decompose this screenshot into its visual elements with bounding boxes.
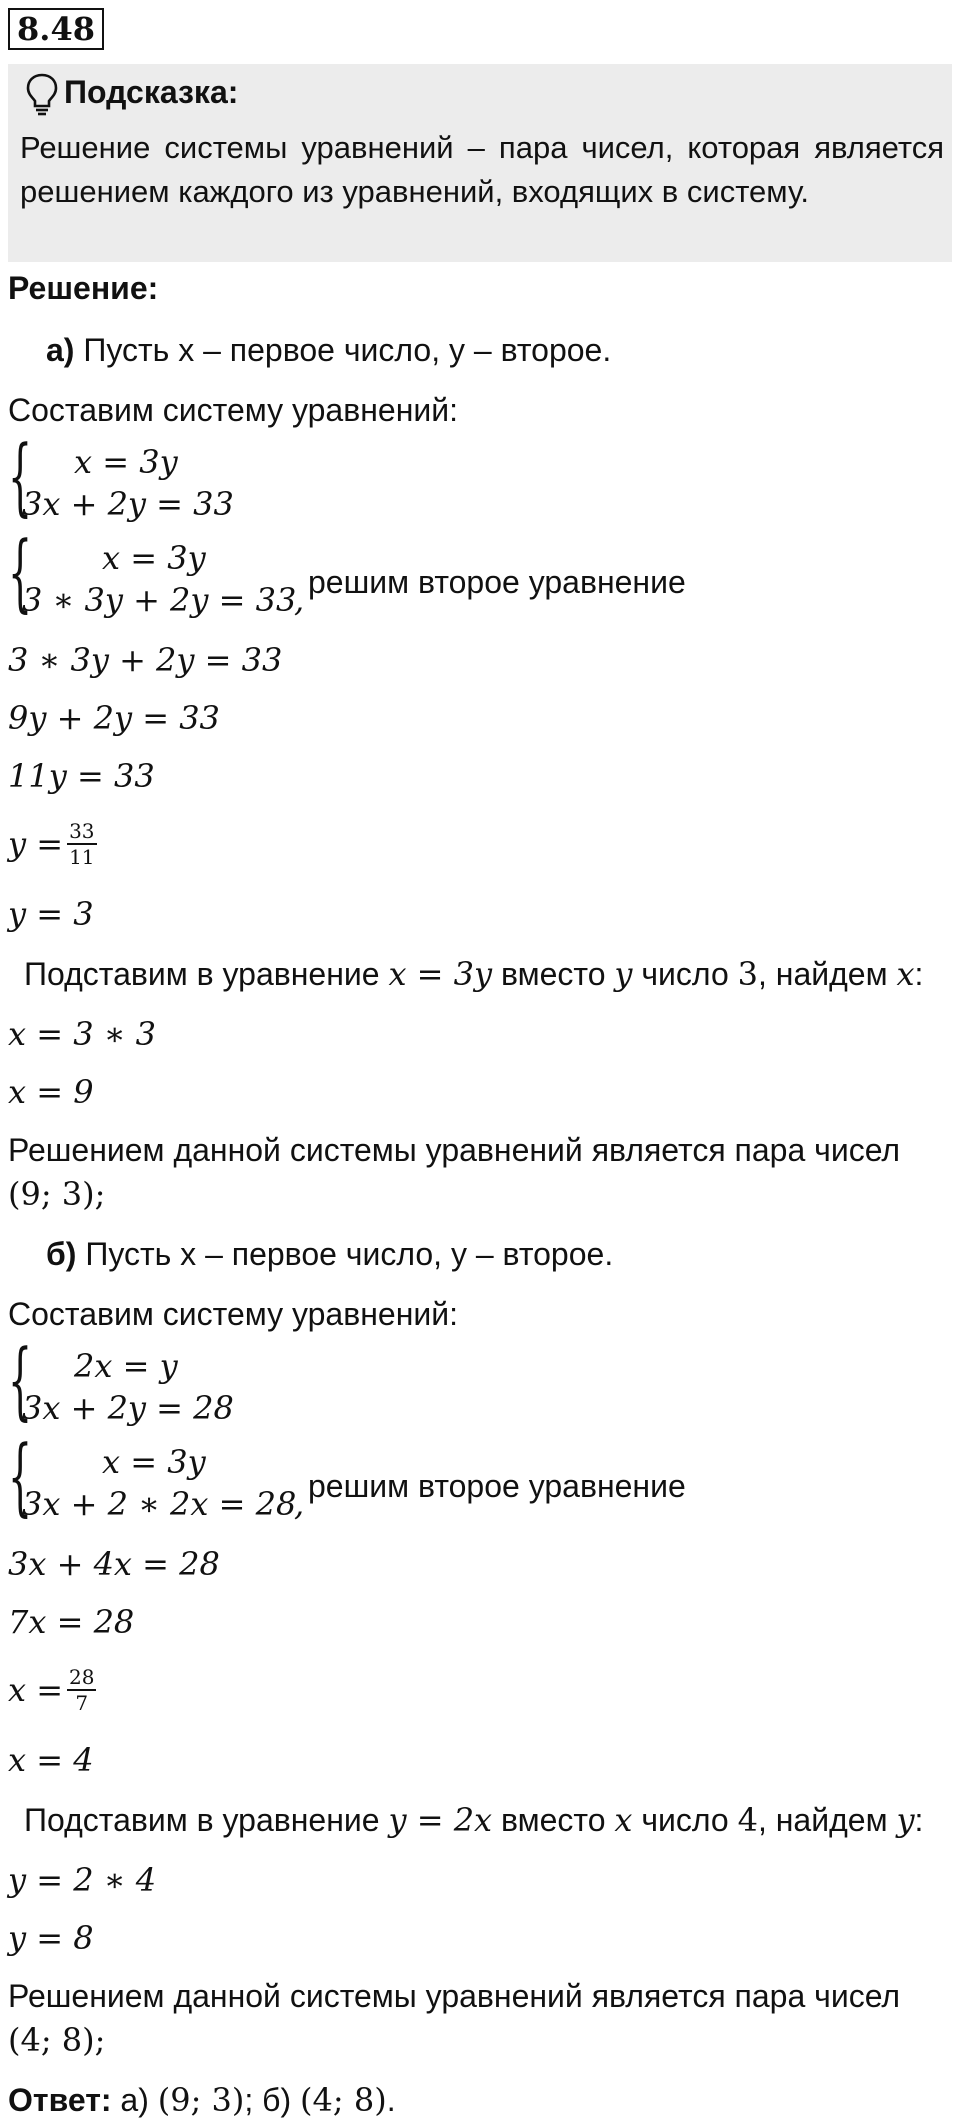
equation: 2x = y xyxy=(74,1347,178,1385)
variable: y xyxy=(896,1801,915,1839)
equation: y = 2x xyxy=(388,1801,493,1839)
part-a-intro-text: Пусть x – первое число, y – второе. xyxy=(74,332,612,368)
step: x = 3 ∗ 3 xyxy=(8,1015,157,1053)
text: а) xyxy=(111,2082,158,2118)
equation: x = 3y xyxy=(74,443,178,481)
part-b-substitute xyxy=(24,1800,923,1840)
step: 11y = 33 xyxy=(8,757,155,795)
text: , найдем xyxy=(758,956,897,992)
part-b-intro xyxy=(46,1234,613,1274)
variable: y xyxy=(614,955,633,993)
part-a-compose: Составим систему уравнений: xyxy=(8,392,458,428)
step: 7x = 28 xyxy=(8,1603,135,1641)
text: . xyxy=(386,2082,396,2118)
part-a-label: а) xyxy=(46,332,75,368)
problem-number: 8.48 xyxy=(8,8,104,50)
text: число xyxy=(632,956,738,992)
number: 3 xyxy=(737,955,758,993)
text: ; б) xyxy=(244,2082,301,2118)
step: y = 3 xyxy=(8,895,94,933)
solution-label: Решение: xyxy=(8,270,159,306)
step: x = 4 xyxy=(8,1741,94,1779)
text: : xyxy=(914,956,924,992)
part-b-system-1 xyxy=(8,1331,308,1434)
equation: 3x + 2 ∗ 2x = 28 xyxy=(22,1485,297,1523)
text: вместо xyxy=(492,1802,615,1838)
step: y = 8 xyxy=(8,1919,94,1957)
answer-value-a: (9; 3) xyxy=(157,2081,245,2119)
fraction-denominator: 7 xyxy=(75,1691,89,1715)
equation: 3x + 2y = 28 xyxy=(22,1389,234,1427)
result-value: (4; 8); xyxy=(8,2021,106,2059)
answer-value-b: (4; 8) xyxy=(300,2081,387,2119)
equation: 3 ∗ 3y + 2y = 33 xyxy=(22,581,297,619)
equation: x = 3y xyxy=(388,955,493,993)
lightbulb-icon xyxy=(24,72,60,116)
fraction-left: x = xyxy=(8,1671,64,1709)
text: , найдем xyxy=(757,1802,897,1838)
step: 9y + 2y = 33 xyxy=(8,699,220,737)
result-value: (9; 3); xyxy=(8,1175,106,1213)
answer-label: Ответ: xyxy=(8,2082,112,2118)
brace-icon: { xyxy=(8,1427,33,1525)
equation: 3x + 2y = 33 xyxy=(22,485,234,523)
step: 3 ∗ 3y + 2y = 33 xyxy=(8,641,283,679)
fraction-left: y = xyxy=(8,825,64,863)
fraction-line xyxy=(8,1658,96,1722)
fraction xyxy=(67,819,96,869)
comma: , xyxy=(294,1485,305,1523)
brace-icon: { xyxy=(8,427,33,525)
part-a-substitute xyxy=(24,954,923,994)
fraction-numerator: 28 xyxy=(69,1665,95,1689)
fraction-numerator: 33 xyxy=(69,819,95,843)
part-b-compose: Составим систему уравнений: xyxy=(8,1296,458,1332)
number: 4 xyxy=(737,1801,758,1839)
part-b-label: б) xyxy=(46,1236,77,1272)
text: число xyxy=(632,1802,738,1838)
hint-box xyxy=(8,64,952,262)
fraction xyxy=(67,1665,96,1715)
comma: , xyxy=(294,581,305,619)
part-b-intro-text: Пусть x – первое число, y – второе. xyxy=(76,1236,614,1272)
step: 3x + 4x = 28 xyxy=(8,1545,220,1583)
result-line: Решением данной системы уравнений является пара чисел xyxy=(8,1132,901,1168)
equation: x = 3y xyxy=(102,539,206,577)
text: вместо xyxy=(492,956,615,992)
text: Подставим в уравнение xyxy=(24,956,389,992)
brace-icon: { xyxy=(8,1331,33,1429)
variable: x xyxy=(614,1801,633,1839)
fraction-line xyxy=(8,812,97,876)
fraction-denominator: 11 xyxy=(69,845,95,869)
equation: x = 3y xyxy=(102,1443,206,1481)
part-a-system-1 xyxy=(8,427,308,530)
text: : xyxy=(914,1802,924,1838)
variable: x xyxy=(896,955,915,993)
text: Подставим в уравнение xyxy=(24,1802,389,1838)
answer-line xyxy=(8,2080,396,2120)
step: y = 2 ∗ 4 xyxy=(8,1861,157,1899)
note: решим второе уравнение xyxy=(308,1468,686,1504)
brace-icon: { xyxy=(8,523,33,621)
part-a-system-2 xyxy=(8,523,728,626)
note: решим второе уравнение xyxy=(308,564,686,600)
result-line: Решением данной системы уравнений является пара чисел xyxy=(8,1978,901,2014)
hint-title: Подсказка: xyxy=(64,74,239,110)
part-b-system-2 xyxy=(8,1427,728,1530)
hint-text: Решение системы уравнений – пара чисел, которая является решением каждого из уравнений, входящих в систему. xyxy=(20,130,944,209)
step: x = 9 xyxy=(8,1073,94,1111)
part-a-intro xyxy=(46,330,611,370)
